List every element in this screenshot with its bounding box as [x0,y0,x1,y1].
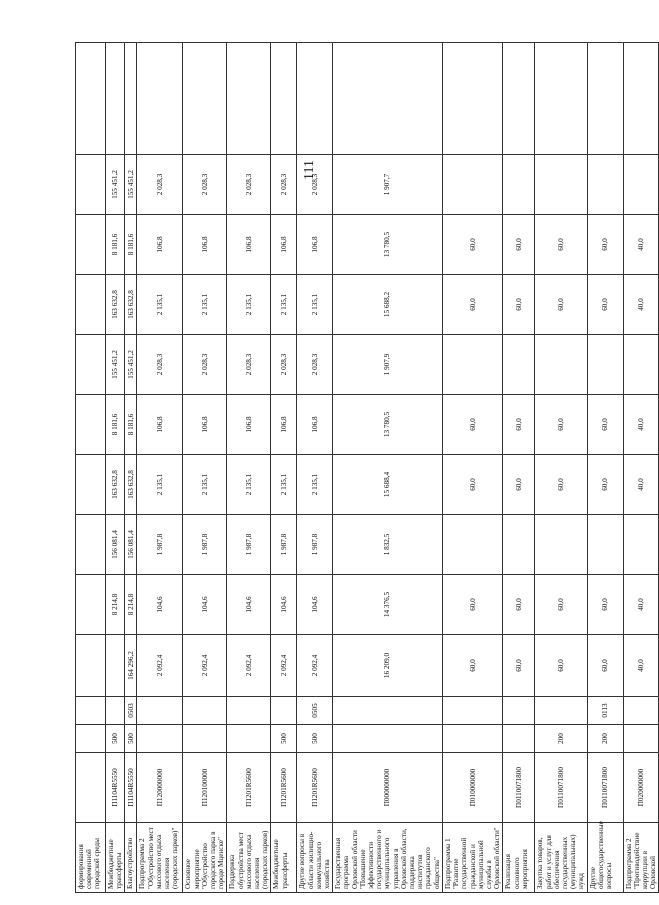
row-value: 2 135,1 [271,455,297,515]
row-value: 60,0 [503,575,535,635]
row-code: П1201R5600 [297,753,333,823]
row-value: 155 451,2 [125,155,137,215]
row-name: Реализация основного мероприятия [503,823,535,893]
row-value: 60,0 [442,275,502,335]
row-value [535,515,587,575]
table-row [137,43,183,893]
row-name: Подпрограмма 2 "Обустройство мест массового отдыха населения (городских парков)" [137,823,183,893]
row-value [106,43,125,155]
row-name: Межбюджетные трансферты [271,823,297,893]
row-value [587,335,623,395]
row-value [183,43,227,155]
row-code: П0110071800 [503,753,535,823]
row-value [587,515,623,575]
row-code: П1104R5550 [125,753,137,823]
row-value: 60,0 [587,395,623,455]
row-name: Межбюджетные трансферты [106,823,125,893]
row-value [76,215,106,275]
row-value: 163 632,8 [106,275,125,335]
row-name: Другие общегосударственные вопросы [587,823,623,893]
row-value: 156 081,4 [106,515,125,575]
row-value [503,335,535,395]
row-code: П0110071800 [535,753,587,823]
row-group [333,725,443,753]
table-row [227,43,271,893]
row-group: 500 [297,725,333,753]
row-code: П0110071800 [587,753,623,823]
row-value: 156 081,4 [125,515,137,575]
row-value [587,155,623,215]
row-value: 40,0 [623,395,659,455]
row-value: 106,8 [137,395,183,455]
row-value [76,515,106,575]
row-group [137,725,183,753]
row-value [503,43,535,155]
row-value: 104,6 [297,575,333,635]
budget-table-rotated [75,83,658,893]
row-value [76,395,106,455]
table-row [623,43,659,893]
row-section [227,697,271,725]
row-value: 60,0 [535,575,587,635]
row-value: 60,0 [503,455,535,515]
row-value: 60,0 [503,215,535,275]
row-section [535,697,587,725]
row-group [183,725,227,753]
row-group [623,725,659,753]
row-value [623,43,659,155]
row-group: 200 [587,725,623,753]
row-value: 106,8 [271,215,297,275]
row-value: 155 451,2 [106,335,125,395]
row-value [442,335,502,395]
row-value: 60,0 [535,455,587,515]
row-value [442,43,502,155]
row-value: 163 632,8 [125,275,137,335]
row-value: 60,0 [503,275,535,335]
row-section: 0505 [297,697,333,725]
row-value: 2 135,1 [227,275,271,335]
row-value [535,335,587,395]
row-value: 8 214,8 [125,575,137,635]
page-number: 111 [302,160,317,180]
row-group [442,725,502,753]
table-row [503,43,535,893]
table-row [106,43,125,893]
row-name: Поддержка обустройства мест массового отдыха населения (городских парков) [227,823,271,893]
row-value: 106,8 [183,395,227,455]
row-value [503,155,535,215]
row-group: 500 [125,725,137,753]
row-value [76,155,106,215]
row-code: П1104R5550 [106,753,125,823]
row-value [503,515,535,575]
row-group: 500 [106,725,125,753]
row-value: 104,6 [271,575,297,635]
row-name: формирования современной городской среды [76,823,106,893]
row-value: 2 028,3 [297,155,333,215]
table-row [183,43,227,893]
row-group [227,725,271,753]
row-value: 60,0 [442,215,502,275]
row-value: 60,0 [587,215,623,275]
table-row [271,43,297,893]
row-value: 8 181,6 [106,395,125,455]
row-code: П1201R5600 [227,753,271,823]
row-value: 104,6 [137,575,183,635]
row-value: 60,0 [442,455,502,515]
row-value: 1 987,8 [271,515,297,575]
row-section: 0113 [587,697,623,725]
row-value [76,635,106,697]
row-name: Подпрограмма 1 "Развитие государственной гражданской и муниципальной службы в Орловской области" [442,823,502,893]
row-section: 0503 [125,697,137,725]
row-value: 106,8 [183,215,227,275]
row-value [623,515,659,575]
row-value: 2 028,3 [227,335,271,395]
row-section [333,697,443,725]
row-value: 2 135,1 [183,275,227,335]
row-value: 106,8 [297,215,333,275]
row-value: 13 780,5 [333,215,443,275]
row-value: 1 987,8 [183,515,227,575]
row-value [76,335,106,395]
row-section [271,697,297,725]
row-section [623,697,659,725]
row-value: 60,0 [535,635,587,697]
row-value: 106,8 [137,215,183,275]
row-value: 60,0 [503,395,535,455]
row-value: 8 181,6 [125,215,137,275]
row-value: 2 135,1 [183,455,227,515]
table-row [125,43,137,893]
row-section [76,697,106,725]
row-value: 2 135,1 [297,455,333,515]
row-group [503,725,535,753]
row-value [76,455,106,515]
row-value: 104,6 [227,575,271,635]
row-value: 60,0 [587,455,623,515]
row-group [76,725,106,753]
row-code: П020000000 [623,753,659,823]
row-value: 2 092,4 [183,635,227,697]
row-value [271,43,297,155]
row-value: 60,0 [535,215,587,275]
row-name: Основное мероприятие "Обустройство городского парка в городе Мценске" [183,823,227,893]
table-row [76,43,106,893]
table-row [297,43,333,893]
row-value: 8 181,6 [125,395,137,455]
table-row [535,43,587,893]
row-value [137,43,183,155]
row-name: Закупка товаров, работ и услуг для обеспечения государственных (муниципальных) нужд [535,823,587,893]
row-group: 500 [271,725,297,753]
row-value: 104,6 [183,575,227,635]
row-name: Другие вопросы в области жилищно-коммунального хозяйства [297,823,333,893]
row-value: 163 632,8 [106,455,125,515]
row-value: 155 451,2 [125,335,137,395]
row-value: 1 832,5 [333,515,443,575]
row-value: 40,0 [623,575,659,635]
row-value: 13 780,5 [333,395,443,455]
row-value: 106,8 [297,395,333,455]
row-value [76,575,106,635]
row-group: 200 [535,725,587,753]
row-value: 2 028,3 [137,335,183,395]
row-value [535,155,587,215]
row-value: 60,0 [587,275,623,335]
row-value [106,635,125,697]
row-value [442,155,502,215]
row-value: 40,0 [623,215,659,275]
row-value: 1 987,8 [227,515,271,575]
row-value: 16 209,0 [333,635,443,697]
row-value: 164 296,2 [125,635,137,697]
budget-table [75,42,659,893]
table-row [333,43,443,893]
row-section [183,697,227,725]
row-value: 2 135,1 [137,455,183,515]
row-value: 2 135,1 [297,275,333,335]
row-section [106,697,125,725]
table-row [442,43,502,893]
row-code: П000000000 [333,753,443,823]
row-value: 40,0 [623,275,659,335]
row-value: 2 028,3 [183,155,227,215]
row-value: 2 028,3 [227,155,271,215]
row-value: 2 028,3 [137,155,183,215]
row-value [442,515,502,575]
row-value: 106,8 [227,215,271,275]
row-value: 2 028,3 [271,155,297,215]
row-value: 40,0 [623,455,659,515]
row-value: 2 092,4 [137,635,183,697]
row-value: 2 135,1 [137,275,183,335]
row-value: 60,0 [442,395,502,455]
row-value [297,43,333,155]
row-code: П010000000 [442,753,502,823]
row-value: 60,0 [503,635,535,697]
row-value [227,43,271,155]
row-value: 8 214,8 [106,575,125,635]
row-section [137,697,183,725]
row-value: 2 028,3 [183,335,227,395]
row-value: 60,0 [442,635,502,697]
row-section [442,697,502,725]
row-value [333,43,443,155]
row-value [623,335,659,395]
row-value [623,155,659,215]
row-value: 60,0 [535,395,587,455]
row-value: 2 135,1 [227,455,271,515]
table-row [587,43,623,893]
row-value: 106,8 [271,395,297,455]
row-value: 163 632,8 [125,455,137,515]
row-value: 2 135,1 [271,275,297,335]
row-value [76,43,106,155]
row-code: П120000000 [137,753,183,823]
row-value [535,43,587,155]
row-value: 2 092,4 [271,635,297,697]
row-value: 1 907,9 [333,335,443,395]
row-value: 1 987,8 [137,515,183,575]
row-value [587,43,623,155]
row-value: 15 688,2 [333,275,443,335]
row-value [76,275,106,335]
row-code [76,753,106,823]
row-value: 1 987,8 [297,515,333,575]
row-name: Подпрограмма 2 "Противодействие коррупции в Орловской [623,823,659,893]
row-value: 60,0 [442,575,502,635]
row-value: 2 092,4 [227,635,271,697]
row-value: 8 181,6 [106,215,125,275]
row-value: 1 907,7 [333,155,443,215]
row-value: 2 028,3 [271,335,297,395]
row-value: 14 376,5 [333,575,443,635]
row-code: П120100000 [183,753,227,823]
row-value: 2 092,4 [297,635,333,697]
row-value: 40,0 [623,635,659,697]
row-value: 155 451,2 [106,155,125,215]
row-section [503,697,535,725]
row-code: П1201R5600 [271,753,297,823]
row-value: 60,0 [587,635,623,697]
row-value: 60,0 [587,575,623,635]
row-value: 2 028,3 [297,335,333,395]
row-value: 106,8 [227,395,271,455]
row-name: Государственная программа Орловской области "Повышение эффективности государственного и муниципального управления в Орловской области, поддержка институтов гражданского общества" [333,823,443,893]
row-value: 15 688,4 [333,455,443,515]
row-name: Благоустройство [125,823,137,893]
row-value: 60,0 [535,275,587,335]
row-value [125,43,137,155]
